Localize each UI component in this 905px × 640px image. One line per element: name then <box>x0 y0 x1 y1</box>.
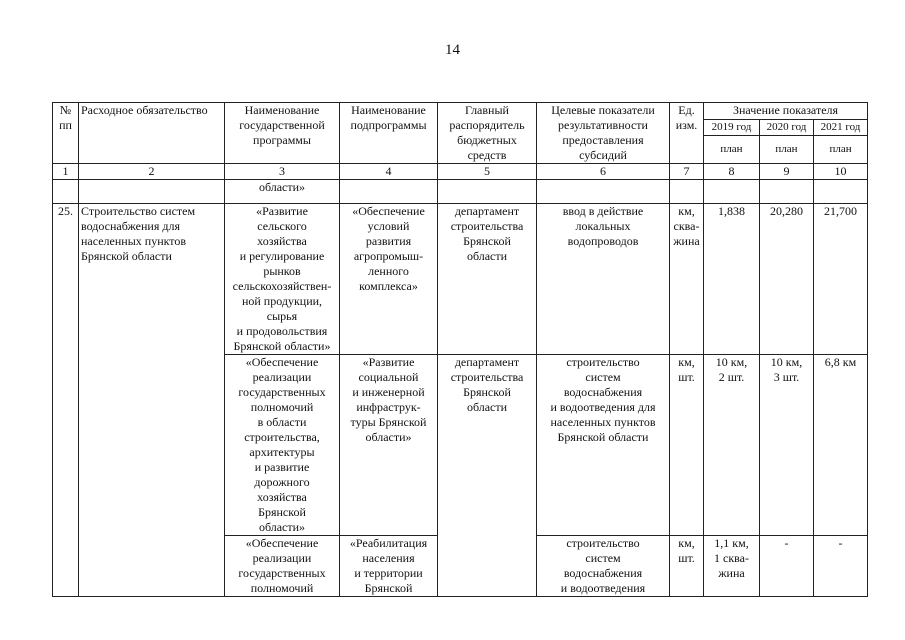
header-unit: Ед. изм. <box>670 103 704 164</box>
header-year-2021: 2021 год <box>814 119 868 136</box>
expenditure-table <box>52 102 868 597</box>
indicator: строительство систем водоснабжения и водоотведения для населенных пунктов Брянской области <box>537 355 670 536</box>
distributor <box>438 536 537 597</box>
indicator: ввод в действие локальных водопроводов <box>537 204 670 355</box>
header-program: Наименование государственной программы <box>225 103 340 164</box>
column-number: 10 <box>814 164 868 180</box>
value-2020: 10 км, 3 шт. <box>760 355 814 536</box>
header-obligation: Расходное обязательство <box>79 103 225 164</box>
table-cell <box>814 180 868 204</box>
program-name: «Развитие сельского хозяйства и регулирование рынков сельскохозяйствен- ной продукции, сырья и продовольствия Брянской области» <box>225 204 340 355</box>
value-2019: 10 км, 2 шт. <box>704 355 760 536</box>
entry-obligation: Строительство систем водоснабжения для населенных пунктов Брянской области <box>79 204 225 597</box>
header-value-group: Значение показателя <box>704 103 868 120</box>
table-row <box>53 204 868 355</box>
subprogram-name: «Реабилитация населения и территории Брянской <box>340 536 438 597</box>
value-2019: 1,1 км, 1 сква- жина <box>704 536 760 597</box>
subprogram-name: «Обеспечение условий развития агропромыш- ленного комплекса» <box>340 204 438 355</box>
column-number: 8 <box>704 164 760 180</box>
column-number: 9 <box>760 164 814 180</box>
value-2021: 6,8 км <box>814 355 868 536</box>
indicator: строительство систем водоснабжения и водоотведения <box>537 536 670 597</box>
header-year-2020: 2020 год <box>760 119 814 136</box>
value-2020: - <box>760 536 814 597</box>
table-cell <box>53 180 79 204</box>
header-number: № пп <box>53 103 79 164</box>
program-name: «Обеспечение реализации государственных полномочий <box>225 536 340 597</box>
column-number: 1 <box>53 164 79 180</box>
column-number: 6 <box>537 164 670 180</box>
column-number: 3 <box>225 164 340 180</box>
entry-number: 25. <box>53 204 79 597</box>
header-plan-2021: план <box>814 136 868 164</box>
header-row-1 <box>53 103 868 120</box>
header-distributor: Главный распорядитель бюджетных средств <box>438 103 537 164</box>
value-2019: 1,838 <box>704 204 760 355</box>
column-number: 4 <box>340 164 438 180</box>
program-continuation: области» <box>225 180 340 204</box>
table-cell <box>760 180 814 204</box>
distributor: департамент строительства Брянской области <box>438 204 537 355</box>
continuation-row <box>53 180 868 204</box>
value-2021: - <box>814 536 868 597</box>
subprogram-name: «Развитие социальной и инженерной инфраструк- туры Брянской области» <box>340 355 438 536</box>
header-subprogram: Наименование подпрограммы <box>340 103 438 164</box>
value-2021: 21,700 <box>814 204 868 355</box>
distributor: департамент строительства Брянской области <box>438 355 537 536</box>
header-year-2019: 2019 год <box>704 119 760 136</box>
header-plan-2020: план <box>760 136 814 164</box>
column-number: 2 <box>79 164 225 180</box>
unit: км, шт. <box>670 536 704 597</box>
page-number: 14 <box>445 42 460 58</box>
table-cell <box>670 180 704 204</box>
table-cell <box>438 180 537 204</box>
column-number: 7 <box>670 164 704 180</box>
table-cell <box>704 180 760 204</box>
table-cell <box>537 180 670 204</box>
unit: км, шт. <box>670 355 704 536</box>
column-number-row <box>53 164 868 180</box>
program-name: «Обеспечение реализации государственных полномочий в области строительства, архитектуры и развитие дорожного хозяйства Брянской области» <box>225 355 340 536</box>
header-plan-2019: план <box>704 136 760 164</box>
unit: км, сква- жина <box>670 204 704 355</box>
value-2020: 20,280 <box>760 204 814 355</box>
column-number: 5 <box>438 164 537 180</box>
header-indicator: Целевые показатели результативности предоставления субсидий <box>537 103 670 164</box>
table-cell <box>340 180 438 204</box>
table-cell <box>79 180 225 204</box>
